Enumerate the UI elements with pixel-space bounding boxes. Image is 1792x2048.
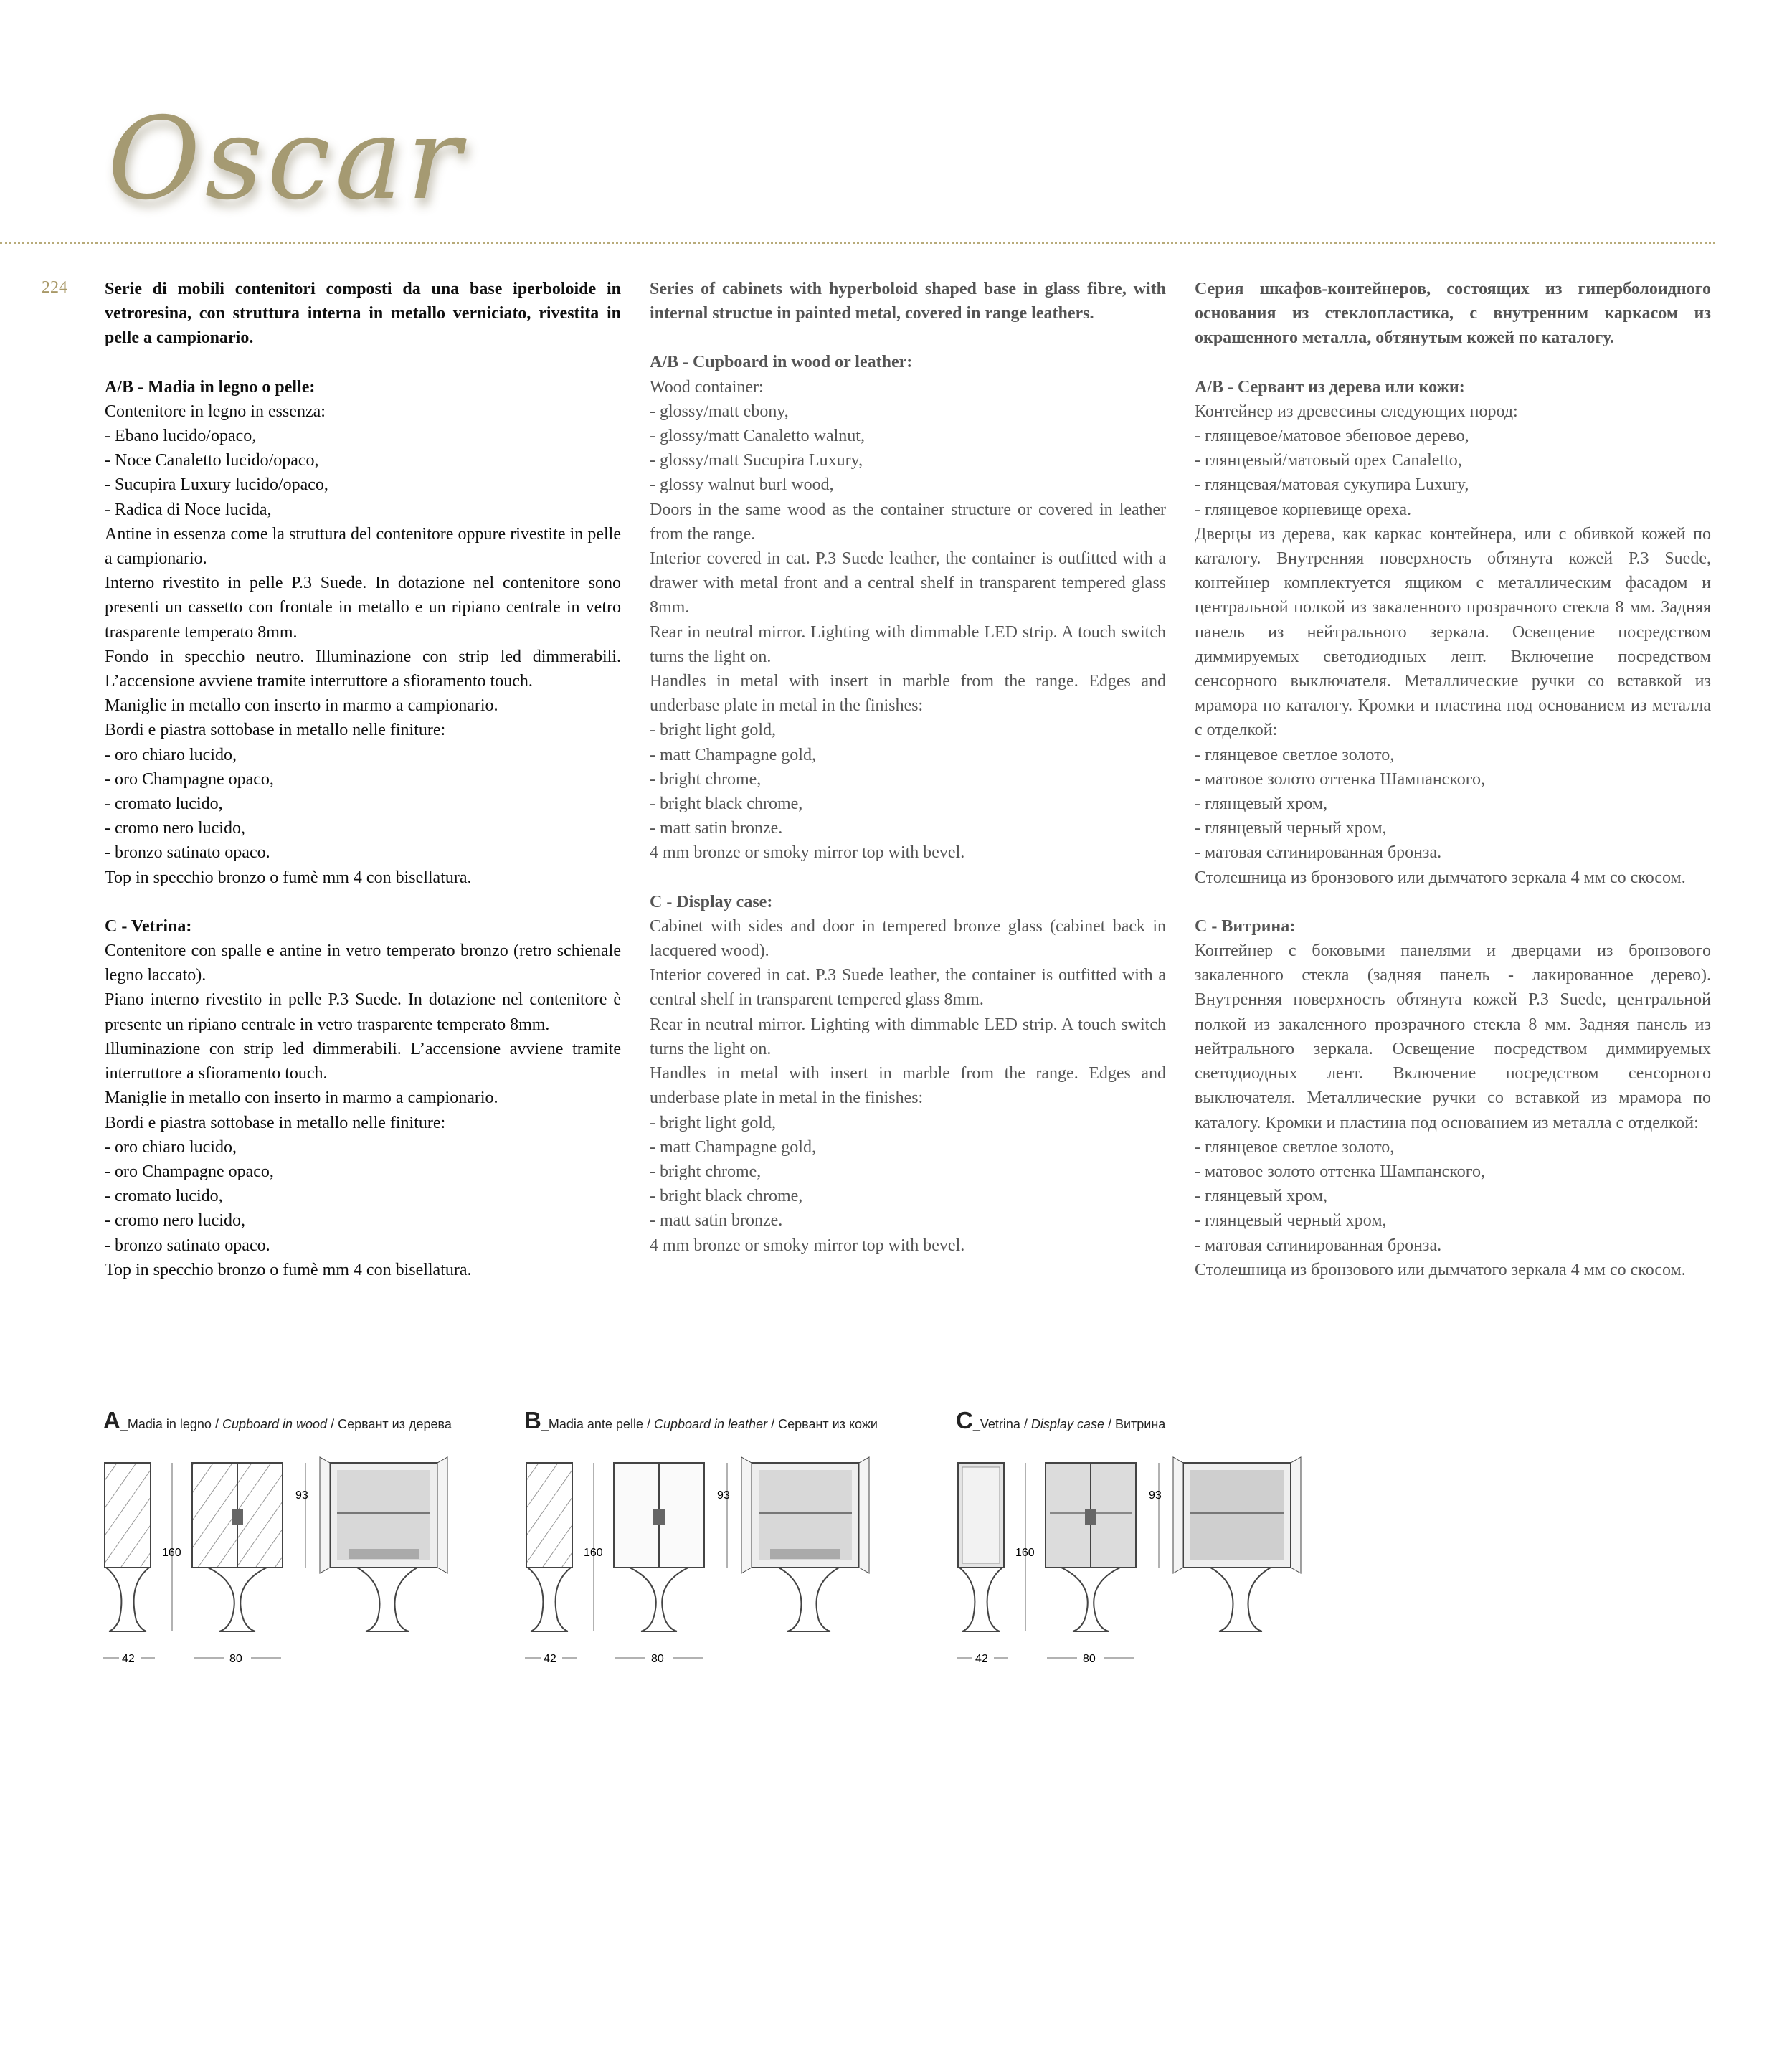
open-base bbox=[1210, 1568, 1271, 1631]
italian-c-lines bbox=[105, 939, 621, 1282]
dim-height: 160 bbox=[584, 1547, 603, 1559]
russian-intro: Серия шкафов-контейнеров, состоящих из гиперболоидного основания из стеклопластика, с внутренним каркасом из окрашенного металла, обтянутым кожей по каталогу. bbox=[1195, 280, 1711, 348]
text-line: Interior covered in cat. P.3 Suede leather, the container is outfitted with a central shelf in transparent tempered glass 8mm. bbox=[650, 966, 1166, 1010]
text-line: Interior covered in cat. P.3 Suede leather, the container is outfitted with a drawer with metal front and a central shelf in transparent tempered glass 8mm. bbox=[650, 549, 1166, 617]
text-line: - bright chrome, bbox=[650, 769, 762, 789]
text-line: - глянцевый черный хром, bbox=[1195, 819, 1387, 838]
text-line: - глянцевое корневище ореха. bbox=[1195, 500, 1412, 519]
text-line: - glossy/matt Sucupira Luxury, bbox=[650, 451, 863, 470]
text-line: Piano interno rivestito in pelle P.3 Suede. In dotazione nel contenitore è presente un ripiano centrale in vetro trasparente temperato 8mm. bbox=[105, 990, 621, 1034]
text-line: - matt satin bronze. bbox=[650, 1211, 783, 1231]
text-line: - глянцевое светлое золото, bbox=[1195, 1137, 1395, 1157]
english-intro: Series of cabinets with hyperboloid shaped base in glass fibre, with internal structue in painted metal, covered in range leathers. bbox=[650, 280, 1166, 323]
text-line: - matt Champagne gold, bbox=[650, 745, 816, 764]
text-line: 4 mm bronze or smoky mirror top with bevel. bbox=[650, 1236, 965, 1255]
caption-a: A_Madia in legno / Cupboard in wood / Сервант из дерева bbox=[103, 1407, 452, 1433]
text-line: - glossy/matt ebony, bbox=[650, 402, 789, 421]
text-line: Doors in the same wood as the container structure or covered in leather from the range. bbox=[650, 500, 1166, 544]
text-line: - bright chrome, bbox=[650, 1162, 762, 1181]
open-base bbox=[779, 1568, 839, 1631]
english-column bbox=[650, 277, 1166, 1258]
text-line: Rear in neutral mirror. Lighting with dimmable LED strip. A touch switch turns the light on. bbox=[650, 622, 1166, 666]
diagram-c bbox=[947, 1441, 1319, 1678]
caption-b: B_Madia ante pelle / Cupboard in leather / Сервант из кожи bbox=[524, 1407, 878, 1433]
text-line: - матовое золото оттенка Шампанского, bbox=[1195, 769, 1486, 789]
dim-height: 160 bbox=[1015, 1547, 1035, 1559]
text-line: Bordi e piastra sottobase in metallo nelle finiture: bbox=[105, 1113, 446, 1132]
text-line: Fondo in specchio neutro. Illuminazione con strip led dimmerabili. L’accensione avviene tramite interruttore a sfioramento touch. bbox=[105, 647, 621, 691]
text-line: Antine in essenza come la struttura del contenitore oppure rivestite in pelle a campionario. bbox=[105, 524, 621, 569]
text-line: Дверцы из дерева, как каркас контейнера, или с обивкой кожей по каталогу. Внутренняя поверхность обтянута кожей P.3 Suede, контейнер комплектуется ящиком с металлическим фасадом и центральной полкой из закаленного прозрачного стекла 8 мм. Задняя панель из нейтрального зеркала. Освещение посредством диммируемых светодиодных лент. Включение посредством сенсорного выключателя. Металлические ручки со вставкой из мрамора по каталогу. Кромки и пластина под основанием из металла с отделкой: bbox=[1195, 524, 1711, 740]
text-line: Столешница из бронзового или дымчатого зеркала 4 мм со скосом. bbox=[1195, 1260, 1686, 1279]
dim-depth: 42 bbox=[544, 1653, 556, 1665]
russian-ab-lines bbox=[1195, 399, 1711, 890]
dim-width: 80 bbox=[651, 1653, 664, 1665]
text-line: - глянцевое/матовое эбеновое дерево, bbox=[1195, 427, 1469, 446]
dim-cabinet: 93 bbox=[1149, 1489, 1162, 1502]
open-base bbox=[357, 1568, 417, 1631]
text-line: Rear in neutral mirror. Lighting with dimmable LED strip. A touch switch turns the light on. bbox=[650, 1015, 1166, 1058]
text-line: Wood container: bbox=[650, 377, 764, 397]
side-base bbox=[106, 1568, 149, 1631]
text-line: - cromo nero lucido, bbox=[105, 819, 245, 838]
text-line: - матовое золото оттенка Шампанского, bbox=[1195, 1162, 1486, 1181]
text-line: - bright black chrome, bbox=[650, 1187, 803, 1206]
text-line: Illuminazione con strip led dimmerabili. L’accensione avviene tramite interruttore a sfioramento touch. bbox=[105, 1039, 621, 1084]
text-line: - Ebano lucido/opaco, bbox=[105, 427, 257, 446]
text-line: - oro Champagne opaco, bbox=[105, 1162, 274, 1181]
text-line: - cromato lucido, bbox=[105, 1187, 223, 1206]
text-line: 4 mm bronze or smoky mirror top with bevel. bbox=[650, 843, 965, 863]
english-c-title: C - Display case: bbox=[650, 892, 773, 911]
text-line: Bordi e piastra sottobase in metallo nelle finiture: bbox=[105, 721, 446, 740]
page-number: 224 bbox=[42, 278, 67, 297]
text-line: - matt Champagne gold, bbox=[650, 1137, 816, 1157]
english-ab-lines bbox=[650, 375, 1166, 866]
oscar-logo: Oscar bbox=[108, 93, 465, 225]
text-line: Контейнер с боковыми панелями и дверцами из бронзового закаленного стекла (задняя панель - лакированное дерево). Внутренняя поверхность обтянута кожей P.3 Suede, центральной полкой из закаленного прозрачного стекла 8 мм. Задняя панель из нейтрального зеркала. Освещение посредством диммируемых светодиодных лент. Включение посредством сенсорного выключателя. Металлические ручки со вставкой из мрамора по каталогу. Кромки и пластина под основанием из металла с отделкой: bbox=[1195, 942, 1711, 1132]
text-line: - матовая сатинированная бронза. bbox=[1195, 843, 1442, 863]
text-line: - bronzo satinato opaco. bbox=[105, 1236, 270, 1255]
english-ab-title: A/B - Cupboard in wood or leather: bbox=[650, 353, 913, 372]
front-base bbox=[208, 1568, 267, 1631]
text-line: - glossy/matt Canaletto walnut, bbox=[650, 427, 865, 446]
italian-ab-lines bbox=[105, 399, 621, 890]
diagram-b bbox=[515, 1441, 888, 1678]
italian-ab-title: A/B - Madia in legno o pelle: bbox=[105, 377, 316, 397]
text-line: - глянцевый хром, bbox=[1195, 795, 1328, 814]
text-line: Cabinet with sides and door in tempered bronze glass (cabinet back in lacquered wood). bbox=[650, 916, 1166, 961]
russian-c-title: C - Витрина: bbox=[1195, 916, 1296, 936]
text-line: Столешница из бронзового или дымчатого зеркала 4 мм со скосом. bbox=[1195, 868, 1686, 887]
text-line: - Noce Canaletto lucido/opaco, bbox=[105, 451, 319, 470]
text-line: - Sucupira Luxury lucido/opaco, bbox=[105, 475, 328, 495]
dim-width: 80 bbox=[1083, 1653, 1096, 1665]
dim-depth: 42 bbox=[122, 1653, 135, 1665]
text-line: Handles in metal with insert in marble from the range. Edges and underbase plate in metal in the finishes: bbox=[650, 672, 1166, 716]
text-line: - глянцевый черный хром, bbox=[1195, 1211, 1387, 1231]
side-cabinet bbox=[526, 1463, 572, 1568]
dim-cabinet: 93 bbox=[295, 1489, 308, 1502]
text-line: Maniglie in metallo con inserto in marmo a campionario. bbox=[105, 1089, 498, 1108]
text-line: - глянцевый хром, bbox=[1195, 1187, 1328, 1206]
text-line: Maniglie in metallo con inserto in marmo a campionario. bbox=[105, 696, 498, 716]
text-line: - bright black chrome, bbox=[650, 795, 803, 814]
text-line: - glossy walnut burl wood, bbox=[650, 475, 834, 495]
dim-cabinet: 93 bbox=[717, 1489, 730, 1502]
italian-column bbox=[105, 277, 621, 1282]
text-line: - bronzo satinato opaco. bbox=[105, 843, 270, 863]
text-line: Interno rivestito in pelle P.3 Suede. In dotazione nel contenitore sono presenti un cassetto con frontale in metallo e un ripiano centrale in vetro trasparente temperato 8mm. bbox=[105, 574, 621, 642]
side-base bbox=[959, 1568, 1002, 1631]
dotted-divider bbox=[0, 242, 1715, 244]
text-line: - глянцевое светлое золото, bbox=[1195, 745, 1395, 764]
front-base bbox=[630, 1568, 688, 1631]
handle bbox=[1085, 1509, 1096, 1525]
text-line: - матовая сатинированная бронза. bbox=[1195, 1236, 1442, 1255]
text-line: - cromo nero lucido, bbox=[105, 1211, 245, 1231]
text-line: Handles in metal with insert in marble from the range. Edges and underbase plate in metal in the finishes: bbox=[650, 1064, 1166, 1108]
diagram-a bbox=[93, 1441, 466, 1678]
italian-intro: Serie di mobili contenitori composti da una base iperboloide in vetroresina, con struttura interna in metallo verniciato, rivestita in pelle a campionario. bbox=[105, 280, 621, 348]
text-line: - bright light gold, bbox=[650, 1113, 776, 1132]
handle bbox=[653, 1509, 665, 1525]
side-cabinet bbox=[105, 1463, 151, 1568]
text-line: - oro chiaro lucido, bbox=[105, 745, 237, 764]
english-c-lines bbox=[650, 914, 1166, 1258]
handle bbox=[232, 1509, 243, 1525]
russian-column bbox=[1195, 277, 1711, 1282]
text-line: Top in specchio bronzo o fumè mm 4 con bisellatura. bbox=[105, 868, 472, 887]
text-line: - Radica di Noce lucida, bbox=[105, 500, 272, 519]
text-line: - bright light gold, bbox=[650, 721, 776, 740]
text-line: - глянцевая/матовая сукупира Luxury, bbox=[1195, 475, 1469, 495]
caption-c: C_Vetrina / Display case / Витрина bbox=[956, 1407, 1166, 1433]
text-line: Contenitore con spalle e antine in vetro temperato bronzo (retro schienale legno laccato). bbox=[105, 942, 621, 985]
text-line: - cromato lucido, bbox=[105, 795, 223, 814]
text-line: Contenitore in legno in essenza: bbox=[105, 402, 326, 421]
text-line: Top in specchio bronzo o fumè mm 4 con bisellatura. bbox=[105, 1260, 472, 1279]
text-line: - oro chiaro lucido, bbox=[105, 1137, 237, 1157]
text-line: Контейнер из древесины следующих пород: bbox=[1195, 402, 1518, 421]
italian-c-title: C - Vetrina: bbox=[105, 916, 192, 936]
dim-depth: 42 bbox=[975, 1653, 988, 1665]
russian-c-lines bbox=[1195, 939, 1711, 1282]
side-base bbox=[528, 1568, 571, 1631]
dim-width: 80 bbox=[229, 1653, 242, 1665]
russian-ab-title: A/B - Сервант из дерева или кожи: bbox=[1195, 377, 1465, 397]
text-line: - oro Champagne opaco, bbox=[105, 769, 274, 789]
dim-height: 160 bbox=[162, 1547, 181, 1559]
text-line: - глянцевый/матовый орех Canaletto, bbox=[1195, 451, 1462, 470]
front-base bbox=[1061, 1568, 1120, 1631]
text-line: - matt satin bronze. bbox=[650, 819, 783, 838]
